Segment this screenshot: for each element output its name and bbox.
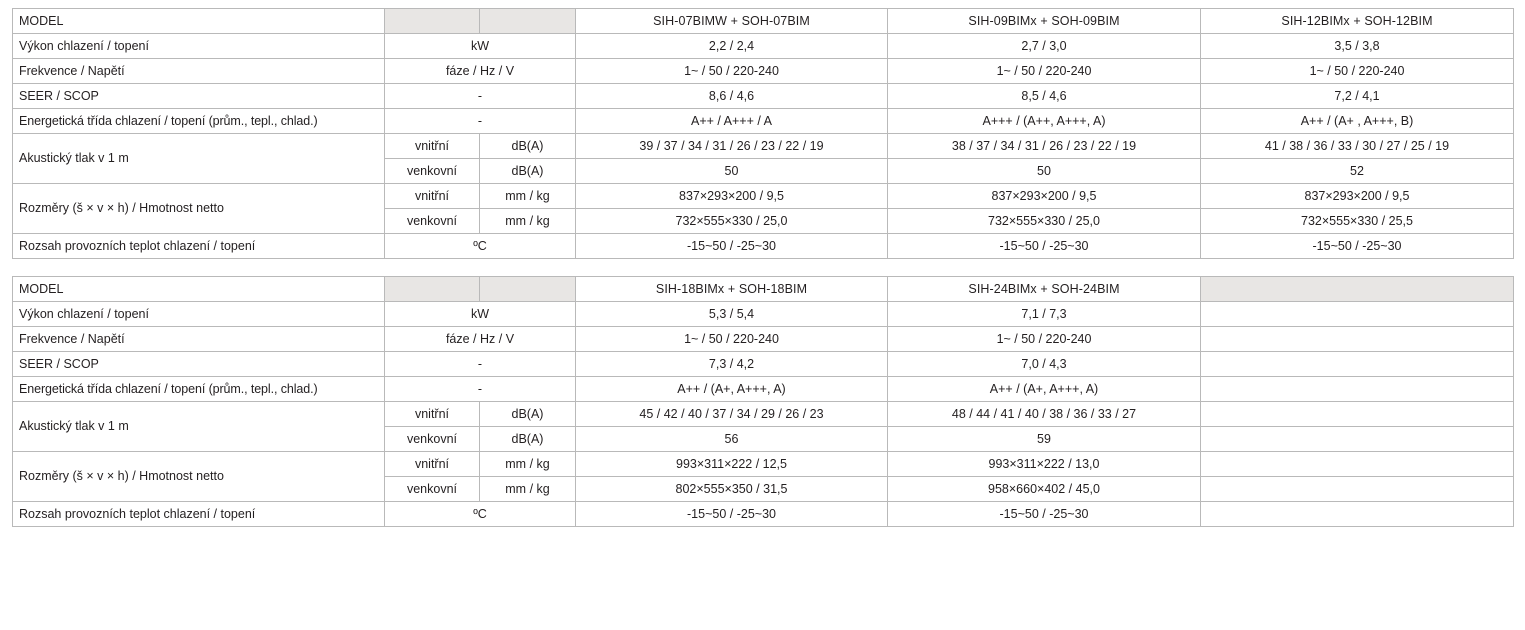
row-value-3: A++ / (A+ , A+++, B) bbox=[1201, 109, 1514, 134]
row-sublabel: venkovní bbox=[385, 477, 480, 502]
row-sublabel: venkovní bbox=[385, 427, 480, 452]
row-value-1: 1~ / 50 / 220-240 bbox=[576, 59, 888, 84]
table-header-row bbox=[13, 277, 1514, 302]
header-unit-blank bbox=[480, 9, 576, 34]
header-model-1: SIH-18BIMx + SOH-18BIM bbox=[576, 277, 888, 302]
row-sublabel: vnitřní bbox=[385, 402, 480, 427]
row-label: Rozsah provozních teplot chlazení / topení bbox=[13, 234, 385, 259]
row-value-2: 7,0 / 4,3 bbox=[888, 352, 1201, 377]
row-label: Rozměry (š × v × h) / Hmotnost netto bbox=[13, 452, 385, 502]
row-value-1: 802×555×350 / 31,5 bbox=[576, 477, 888, 502]
table-row bbox=[13, 34, 1514, 59]
header-model-3: SIH-12BIMx + SOH-12BIM bbox=[1201, 9, 1514, 34]
row-value-2: -15~50 / -25~30 bbox=[888, 234, 1201, 259]
row-sublabel: vnitřní bbox=[385, 452, 480, 477]
row-value-2: -15~50 / -25~30 bbox=[888, 502, 1201, 527]
row-value-2: 993×311×222 / 13,0 bbox=[888, 452, 1201, 477]
row-value-3: 52 bbox=[1201, 159, 1514, 184]
row-label: SEER / SCOP bbox=[13, 84, 385, 109]
row-unit: fáze / Hz / V bbox=[385, 327, 576, 352]
row-value-2: 732×555×330 / 25,0 bbox=[888, 209, 1201, 234]
table-row bbox=[13, 302, 1514, 327]
row-label: Výkon chlazení / topení bbox=[13, 34, 385, 59]
row-unit: ºC bbox=[385, 234, 576, 259]
row-value-1: 50 bbox=[576, 159, 888, 184]
row-sublabel: vnitřní bbox=[385, 134, 480, 159]
row-value-2: 8,5 / 4,6 bbox=[888, 84, 1201, 109]
row-value-2: 958×660×402 / 45,0 bbox=[888, 477, 1201, 502]
row-value-1: 5,3 / 5,4 bbox=[576, 302, 888, 327]
row-unit: - bbox=[385, 109, 576, 134]
header-model-1: SIH-07BIMW + SOH-07BIM bbox=[576, 9, 888, 34]
table-row bbox=[13, 452, 1514, 477]
row-unit: fáze / Hz / V bbox=[385, 59, 576, 84]
table-row bbox=[13, 184, 1514, 209]
row-label: Výkon chlazení / topení bbox=[13, 302, 385, 327]
row-unit: dB(A) bbox=[480, 134, 576, 159]
table-header-row bbox=[13, 9, 1514, 34]
row-value-3 bbox=[1201, 452, 1514, 477]
row-value-3 bbox=[1201, 502, 1514, 527]
table-row bbox=[13, 84, 1514, 109]
row-value-1: 45 / 42 / 40 / 37 / 34 / 29 / 26 / 23 bbox=[576, 402, 888, 427]
header-unit-blank bbox=[480, 277, 576, 302]
row-sublabel: vnitřní bbox=[385, 184, 480, 209]
row-value-1: -15~50 / -25~30 bbox=[576, 234, 888, 259]
row-value-2: 48 / 44 / 41 / 40 / 38 / 36 / 33 / 27 bbox=[888, 402, 1201, 427]
row-value-3: 41 / 38 / 36 / 33 / 30 / 27 / 25 / 19 bbox=[1201, 134, 1514, 159]
row-sublabel: venkovní bbox=[385, 159, 480, 184]
row-unit: dB(A) bbox=[480, 402, 576, 427]
row-value-3 bbox=[1201, 477, 1514, 502]
table-row bbox=[13, 502, 1514, 527]
row-value-1: 732×555×330 / 25,0 bbox=[576, 209, 888, 234]
header-model-2: SIH-09BIMx + SOH-09BIM bbox=[888, 9, 1201, 34]
row-value-3 bbox=[1201, 377, 1514, 402]
row-label: SEER / SCOP bbox=[13, 352, 385, 377]
row-value-3: 1~ / 50 / 220-240 bbox=[1201, 59, 1514, 84]
row-label: Energetická třída chlazení / topení (prům., tepl., chlad.) bbox=[13, 109, 385, 134]
row-unit: ºC bbox=[385, 502, 576, 527]
header-model-label: MODEL bbox=[13, 9, 385, 34]
row-unit: kW bbox=[385, 302, 576, 327]
table-row bbox=[13, 134, 1514, 159]
row-unit: - bbox=[385, 84, 576, 109]
row-unit: mm / kg bbox=[480, 477, 576, 502]
row-value-2: 38 / 37 / 34 / 31 / 26 / 23 / 22 / 19 bbox=[888, 134, 1201, 159]
row-value-3: 7,2 / 4,1 bbox=[1201, 84, 1514, 109]
row-value-3 bbox=[1201, 327, 1514, 352]
row-label: Frekvence / Napětí bbox=[13, 59, 385, 84]
row-value-2: 2,7 / 3,0 bbox=[888, 34, 1201, 59]
table-row bbox=[13, 377, 1514, 402]
row-sublabel: venkovní bbox=[385, 209, 480, 234]
row-unit: - bbox=[385, 352, 576, 377]
table-row bbox=[13, 327, 1514, 352]
table-row bbox=[13, 234, 1514, 259]
row-value-1: 39 / 37 / 34 / 31 / 26 / 23 / 22 / 19 bbox=[576, 134, 888, 159]
row-value-3: 837×293×200 / 9,5 bbox=[1201, 184, 1514, 209]
row-unit: dB(A) bbox=[480, 427, 576, 452]
row-value-1: 993×311×222 / 12,5 bbox=[576, 452, 888, 477]
table-row bbox=[13, 109, 1514, 134]
row-value-2: 7,1 / 7,3 bbox=[888, 302, 1201, 327]
row-value-3: 3,5 / 3,8 bbox=[1201, 34, 1514, 59]
header-model-3 bbox=[1201, 277, 1514, 302]
header-model-2: SIH-24BIMx + SOH-24BIM bbox=[888, 277, 1201, 302]
row-value-2: 59 bbox=[888, 427, 1201, 452]
row-value-2: A+++ / (A++, A+++, A) bbox=[888, 109, 1201, 134]
row-value-1: -15~50 / -25~30 bbox=[576, 502, 888, 527]
row-unit: dB(A) bbox=[480, 159, 576, 184]
header-sub-blank bbox=[385, 9, 480, 34]
header-model-label: MODEL bbox=[13, 277, 385, 302]
row-value-2: 1~ / 50 / 220-240 bbox=[888, 327, 1201, 352]
row-unit: - bbox=[385, 377, 576, 402]
row-label: Akustický tlak v 1 m bbox=[13, 402, 385, 452]
table-row bbox=[13, 59, 1514, 84]
row-value-1: 8,6 / 4,6 bbox=[576, 84, 888, 109]
table-row bbox=[13, 402, 1514, 427]
row-unit: mm / kg bbox=[480, 209, 576, 234]
row-value-1: 1~ / 50 / 220-240 bbox=[576, 327, 888, 352]
row-value-2: 1~ / 50 / 220-240 bbox=[888, 59, 1201, 84]
row-value-2: A++ / (A+, A+++, A) bbox=[888, 377, 1201, 402]
row-value-3 bbox=[1201, 302, 1514, 327]
row-label: Rozměry (š × v × h) / Hmotnost netto bbox=[13, 184, 385, 234]
row-value-3 bbox=[1201, 352, 1514, 377]
header-sub-blank bbox=[385, 277, 480, 302]
spec-table-2 bbox=[12, 276, 1514, 527]
row-value-1: A++ / A+++ / A bbox=[576, 109, 888, 134]
row-value-2: 837×293×200 / 9,5 bbox=[888, 184, 1201, 209]
row-label: Rozsah provozních teplot chlazení / topení bbox=[13, 502, 385, 527]
row-value-3: -15~50 / -25~30 bbox=[1201, 234, 1514, 259]
row-value-1: A++ / (A+, A+++, A) bbox=[576, 377, 888, 402]
row-label: Frekvence / Napětí bbox=[13, 327, 385, 352]
spec-table-1 bbox=[12, 8, 1514, 259]
row-value-1: 7,3 / 4,2 bbox=[576, 352, 888, 377]
row-label: Akustický tlak v 1 m bbox=[13, 134, 385, 184]
row-value-1: 56 bbox=[576, 427, 888, 452]
row-value-2: 50 bbox=[888, 159, 1201, 184]
row-label: Energetická třída chlazení / topení (prům., tepl., chlad.) bbox=[13, 377, 385, 402]
row-value-3: 732×555×330 / 25,5 bbox=[1201, 209, 1514, 234]
row-unit: kW bbox=[385, 34, 576, 59]
row-unit: mm / kg bbox=[480, 184, 576, 209]
table-row bbox=[13, 352, 1514, 377]
row-value-3 bbox=[1201, 402, 1514, 427]
row-unit: mm / kg bbox=[480, 452, 576, 477]
row-value-1: 837×293×200 / 9,5 bbox=[576, 184, 888, 209]
row-value-3 bbox=[1201, 427, 1514, 452]
row-value-1: 2,2 / 2,4 bbox=[576, 34, 888, 59]
